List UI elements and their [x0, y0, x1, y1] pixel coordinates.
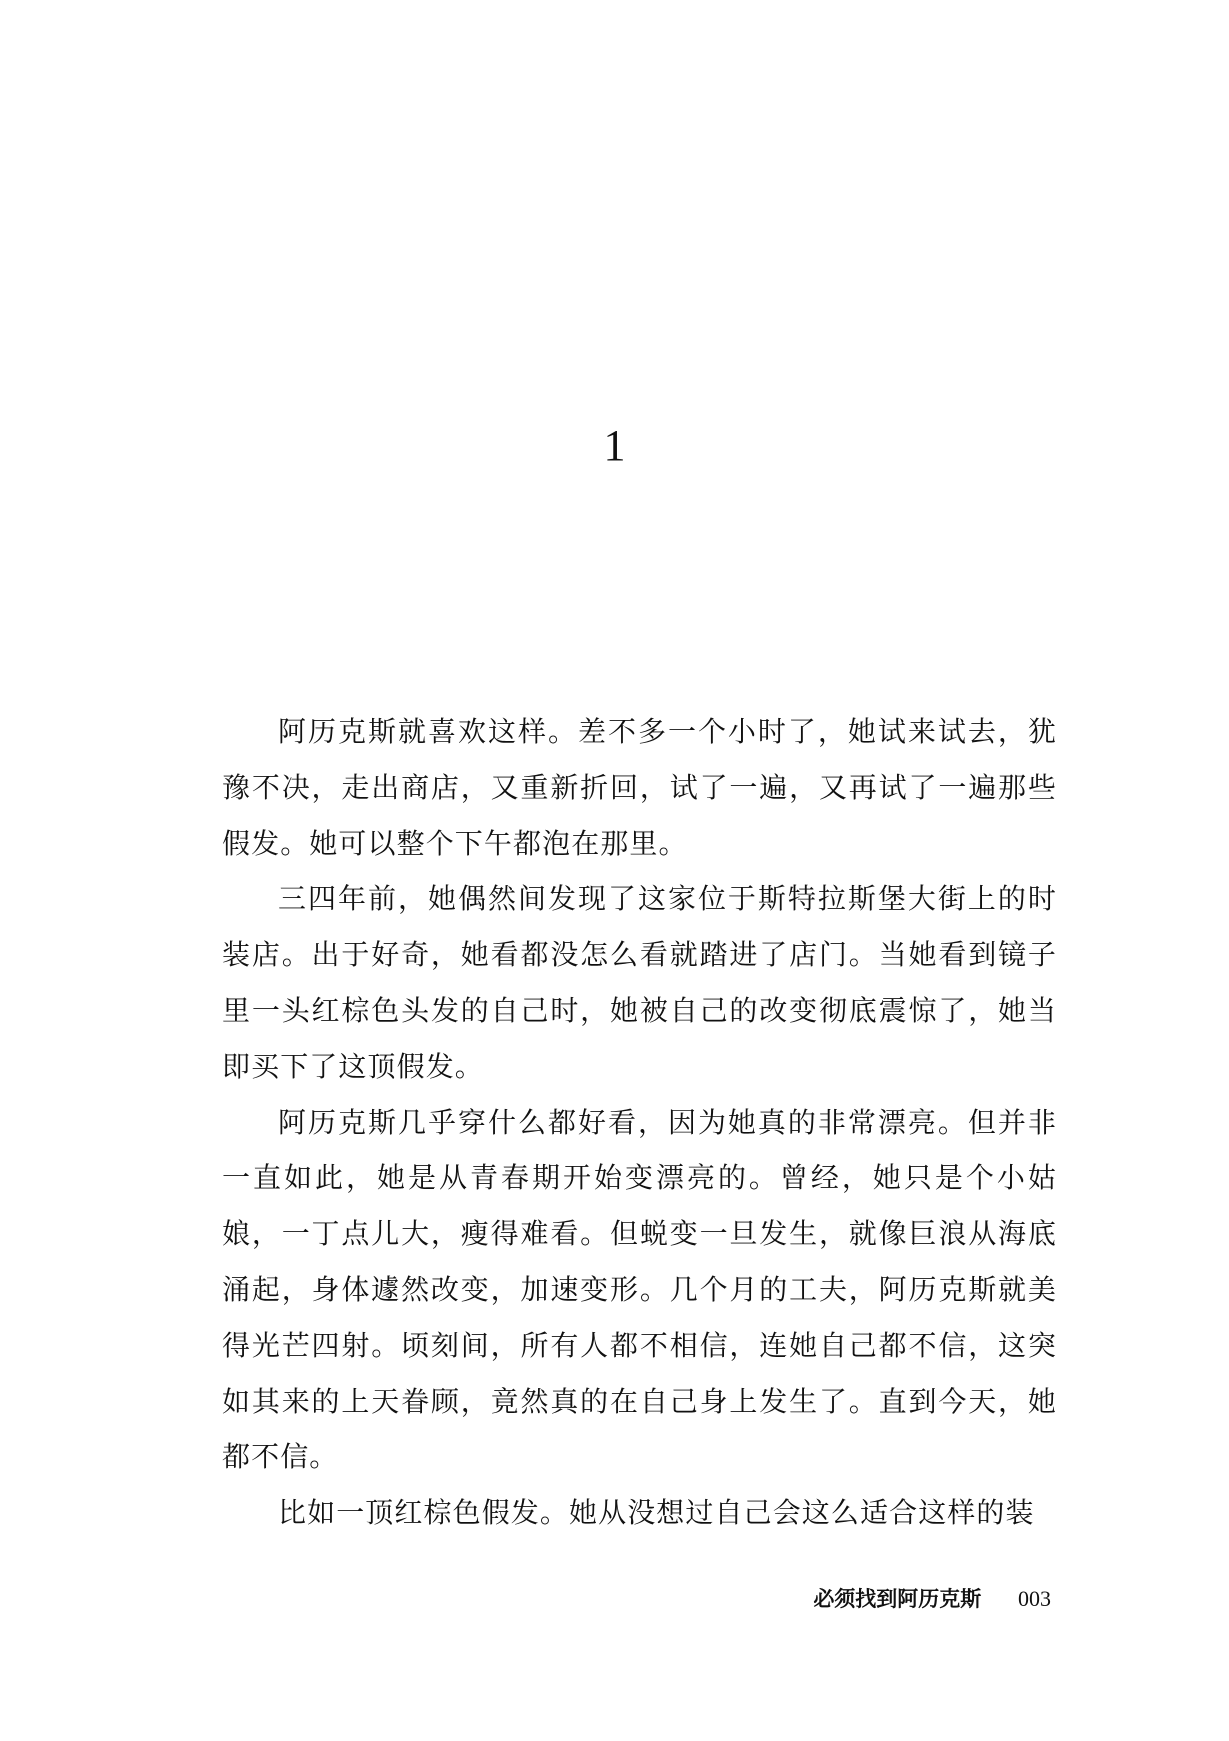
- body-text: [222, 704, 1057, 1541]
- paragraph: 三四年前，她偶然间发现了这家位于斯特拉斯堡大街上的时装店。出于好奇，她看都没怎么看就踏进了店门。当她看到镜子里一头红棕色头发的自己时，她被自己的改变彻底震惊了，她当即买下了这顶假发。: [222, 882, 1057, 1083]
- page-number: 003: [1018, 1586, 1051, 1611]
- paragraph: 比如一顶红棕色假发。她从没想过自己会这么适合这样的装: [278, 1496, 1035, 1530]
- paragraph: 阿历克斯几乎穿什么都好看，因为她真的非常漂亮。但并非一直如此，她是从青春期开始变漂亮的。曾经，她只是个小姑娘，一丁点儿大，瘦得难看。但蜕变一旦发生，就像巨浪从海底涌起，身体遽然改变，加速变形。几个月的工夫，阿历克斯就美得光芒四射。顷刻间，所有人都不相信，连她自己都不信，这突如其来的上天眷顾，竟然真的在自己身上发生了。直到今天，她都不信。: [222, 1105, 1057, 1474]
- running-footer: [813, 1584, 1051, 1614]
- running-footer-book-title: 必须找到阿历克斯: [813, 1587, 982, 1611]
- paragraph: 阿历克斯就喜欢这样。差不多一个小时了，她试来试去，犹豫不决，走出商店，又重新折回，试了一遍，又再试了一遍那些假发。她可以整个下午都泡在那里。: [222, 715, 1057, 860]
- chapter-number: 1: [603, 421, 626, 470]
